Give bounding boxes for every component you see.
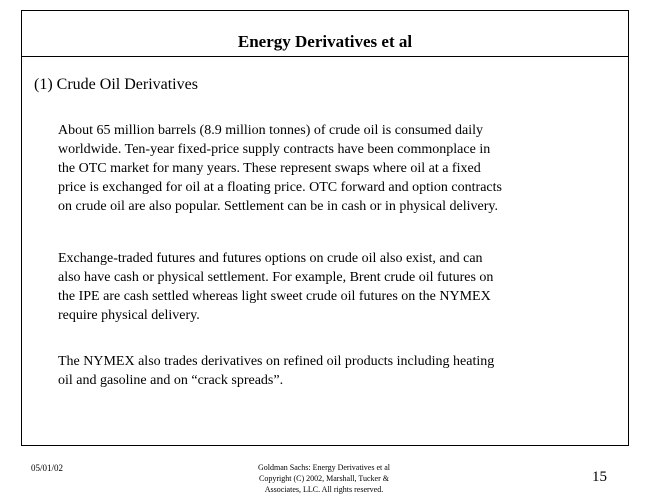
paragraph-line: worldwide. Ten-year fixed-price supply contracts have been commonplace in — [58, 142, 491, 157]
paragraph-nymex-refined — [58, 352, 598, 390]
paragraph-line: the OTC market for many years. These represent swaps where oil at a fixed — [58, 161, 481, 176]
paragraph-line: require physical delivery. — [58, 308, 200, 323]
paragraph-crude-oil-otc — [58, 121, 598, 216]
paragraph-line: on crude oil are also popular. Settlement can be in cash or in physical delivery. — [58, 199, 498, 214]
footer-date: 05/01/02 — [31, 463, 64, 473]
footer-copyright-line: Associates, LLC. All rights reserved. — [264, 485, 384, 494]
section-heading: (1) Crude Oil Derivatives — [34, 76, 198, 93]
footer-copyright-line: Goldman Sachs: Energy Derivatives et al — [257, 463, 391, 472]
footer-copyright-line: Copyright (C) 2002, Marshall, Tucker & — [259, 474, 389, 483]
paragraph-line: oil and gasoline and on “crack spreads”. — [58, 373, 284, 388]
footer-copyright — [0, 462, 648, 495]
paragraph-line: The NYMEX also trades derivatives on refined oil products including heating — [58, 354, 495, 369]
paragraph-line: About 65 million barrels (8.9 million tonnes) of crude oil is consumed daily — [58, 123, 483, 138]
paragraph-line: the IPE are cash settled whereas light sweet crude oil futures on the NYMEX — [58, 289, 491, 304]
page-number: 15 — [592, 469, 607, 485]
slide-title: Energy Derivatives et al — [237, 32, 413, 51]
paragraph-line: price is exchanged for oil at a floating price. OTC forward and option contracts — [58, 180, 502, 195]
title-bar — [22, 11, 628, 57]
paragraph-line: also have cash or physical settlement. For example, Brent crude oil futures on — [58, 270, 494, 285]
paragraph-exchange-traded — [58, 249, 598, 325]
paragraph-line: Exchange-traded futures and futures options on crude oil also exist, and can — [58, 251, 483, 266]
